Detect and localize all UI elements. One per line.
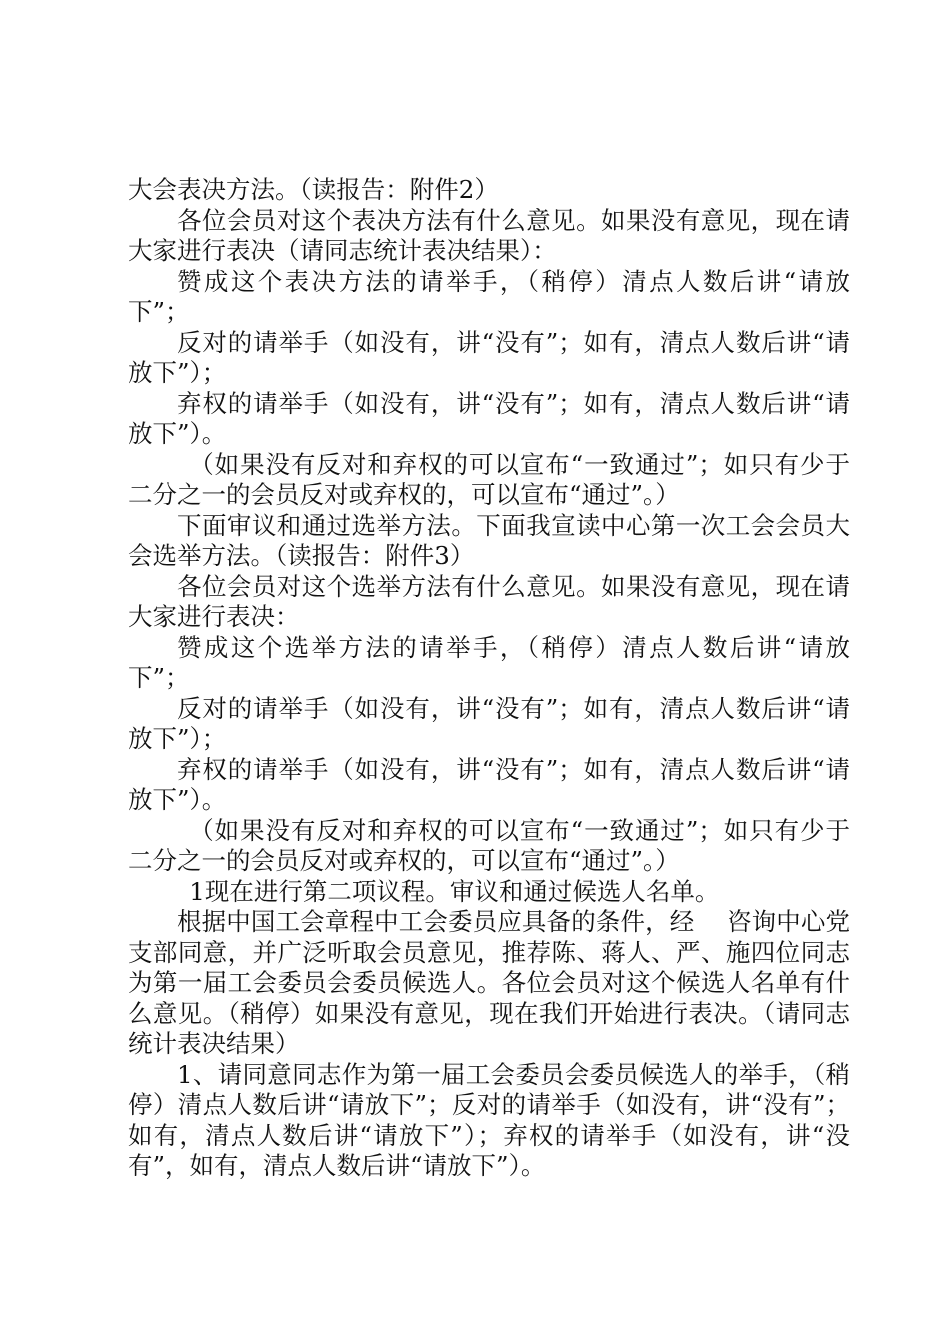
paragraph-3: 赞成这个表决方法的请举手，（稍停）清点人数后讲“请放下”； xyxy=(128,266,850,326)
paragraph-11: 弃权的请举手（如没有，讲“没有”；如有，清点人数后讲“请放下”）。 xyxy=(128,754,850,814)
paragraph-8: 各位会员对这个选举方法有什么意见。如果没有意见，现在请大家进行表决： xyxy=(128,571,850,631)
paragraph-7: 下面审议和通过选举方法。下面我宣读中心第一次工会会员大会选举方法。（读报告：附件3） xyxy=(128,510,850,570)
paragraph-10: 反对的请举手（如没有，讲“没有”；如有，清点人数后讲“请放下”）； xyxy=(128,693,850,753)
paragraph-14: 根据中国工会章程中工会委员应具备的条件，经 咨询中心党支部同意，并广泛听取会员意见，推荐陈、蒋人、严、施四位同志为第一届工会委员会委员候选人。各位会员对这个候选人名单有什么意见。（稍停）如果没有意见，现在我们开始进行表决。（请同志统计表决结果） xyxy=(128,907,850,1058)
paragraph-6: （如果没有反对和弃权的可以宣布“一致通过”；如只有少于二分之一的会员反对或弃权的，可以宣布“通过”。） xyxy=(128,449,850,509)
paragraph-13: 1现在进行第二项议程。审议和通过候选人名单。 xyxy=(189,876,720,906)
paragraph-2: 各位会员对这个表决方法有什么意见。如果没有意见，现在请大家进行表决（请同志统计表决结果）： xyxy=(128,205,850,265)
paragraph-4: 反对的请举手（如没有，讲“没有”；如有，清点人数后讲“请放下”）； xyxy=(128,327,850,387)
paragraph-15: 1、请同意同志作为第一届工会委员会委员候选人的举手，（稍停）清点人数后讲“请放下”；反对的请举手（如没有，讲“没有”；如有，清点人数后讲“请放下”）；弃权的请举手（如没有，讲“没有”，如有，清点人数后讲“请放下”）。 xyxy=(128,1059,850,1180)
paragraph-5: 弃权的请举手（如没有，讲“没有”；如有，清点人数后讲“请放下”）。 xyxy=(128,388,850,448)
paragraph-9: 赞成这个选举方法的请举手，（稍停）清点人数后讲“请放下”； xyxy=(128,632,850,692)
paragraph-12: （如果没有反对和弃权的可以宣布“一致通过”；如只有少于二分之一的会员反对或弃权的，可以宣布“通过”。） xyxy=(128,815,850,875)
paragraph-1: 大会表决方法。（读报告：附件2） xyxy=(128,175,499,204)
document-body xyxy=(128,175,850,1182)
